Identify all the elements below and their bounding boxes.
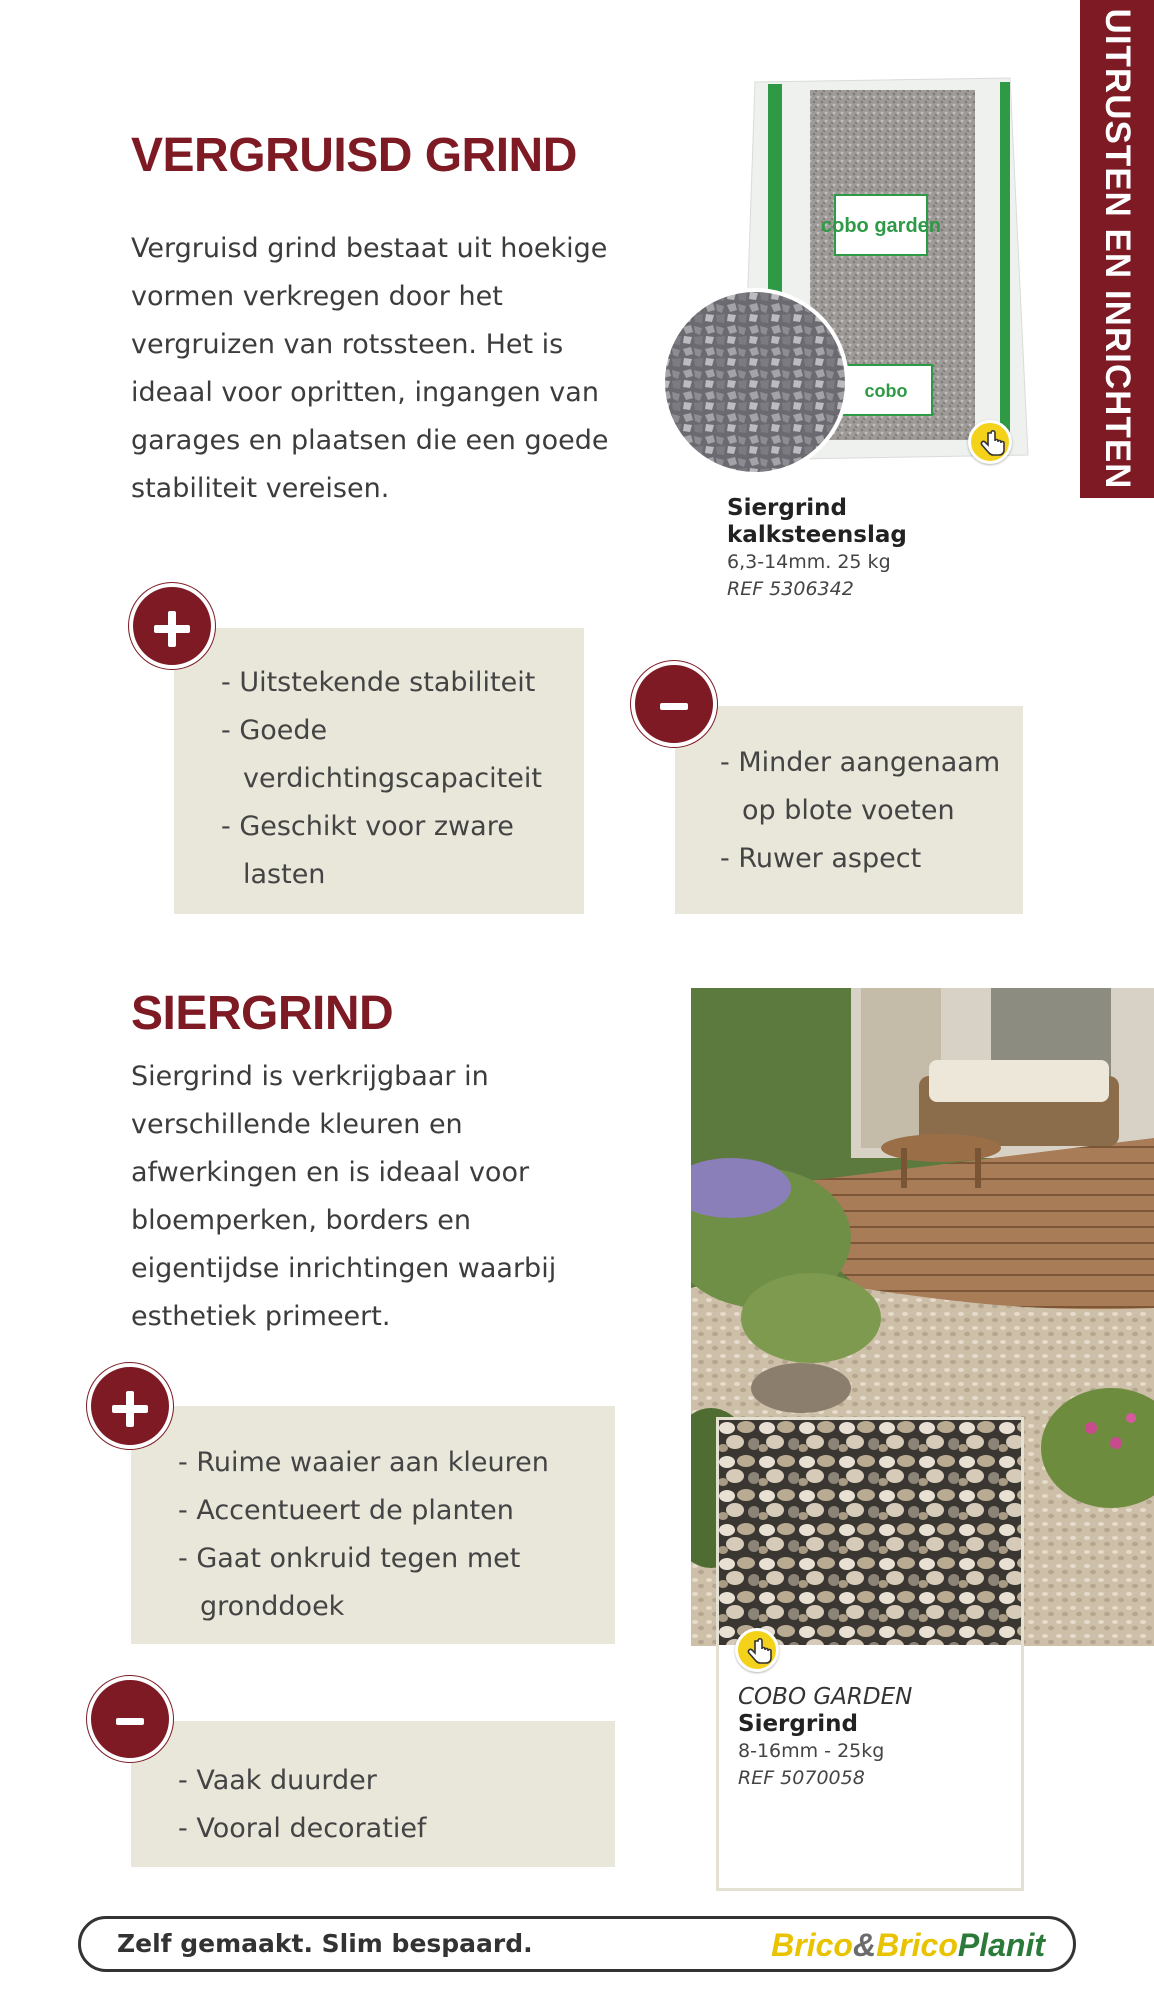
section2-pros-box	[131, 1406, 615, 1644]
product2-caption	[738, 1684, 1018, 1792]
product2-brand: COBO GARDEN	[738, 1684, 913, 1710]
product1-caption	[727, 495, 1027, 603]
product2-name: Siergrind	[738, 1711, 858, 1737]
side-tab	[1080, 0, 1154, 498]
section1-cons-box	[675, 706, 1023, 914]
product1-spec: 6,3-14mm. 25 kg	[727, 551, 891, 573]
gravel-bag-illustration	[660, 60, 1040, 480]
plus-icon	[87, 1363, 173, 1449]
list-item: - Gaat onkruid tegen met gronddoek	[178, 1543, 521, 1622]
footer-slogan: Zelf gemaakt. Slim bespaard.	[117, 1929, 533, 1958]
plus-icon	[129, 583, 215, 669]
product2-card[interactable]	[716, 1417, 1024, 1891]
svg-text:cobo: cobo	[864, 381, 908, 401]
product1-image[interactable]	[660, 60, 1040, 480]
product1-ref: REF 5306342	[727, 578, 854, 600]
minus-icon	[87, 1676, 173, 1762]
list-item: - Geschikt voor zware lasten	[221, 811, 514, 890]
product2-ref: REF 5070058	[738, 1767, 865, 1789]
bag-brand-text: cobo garden	[820, 215, 942, 237]
list-item: - Uitstekende stabiliteit	[221, 667, 536, 698]
section2-description: Siergrind is verkrijgbaar in verschillende kleuren en afwerkingen en is ideaal voor bloemperken, borders en eigentijdse inrichtingen waarbij esthetiek primeert.	[131, 1061, 557, 1332]
list-item: - Goede verdichtingscapaciteit	[221, 715, 542, 794]
section2-title: SIERGRIND	[131, 987, 394, 1040]
section1-pros-box	[174, 628, 584, 914]
pebbles-image	[719, 1420, 1021, 1645]
brand-logo[interactable]: Brico&BricoPlanit	[771, 1927, 1045, 1963]
list-item: - Minder aangenaam op blote voeten	[720, 747, 1001, 826]
product2-spec: 8-16mm - 25kg	[738, 1740, 885, 1762]
product1-name-line1: Siergrind	[727, 495, 847, 521]
hand-pointer-icon[interactable]	[968, 420, 1012, 464]
hand-pointer-icon[interactable]	[735, 1628, 779, 1672]
footer	[78, 1916, 1076, 1972]
list-item: - Vaak duurder	[178, 1765, 377, 1796]
section1-title: VERGRUISD GRIND	[131, 129, 577, 182]
side-tab-label: UITRUSTEN EN INRICHTEN	[1098, 8, 1137, 490]
list-item: - Ruime waaier aan kleuren	[178, 1447, 549, 1478]
list-item: - Accentueert de planten	[178, 1495, 514, 1526]
list-item: - Ruwer aspect	[720, 843, 922, 874]
list-item: - Vooral decoratief	[178, 1813, 427, 1844]
section1-description: Vergruisd grind bestaat uit hoekige vormen verkregen door het vergruizen van rotssteen. Het is ideaal voor opritten, ingangen van garages en plaatsen die een goede stabiliteit vereisen.	[131, 233, 609, 504]
section2-cons-box	[131, 1721, 615, 1867]
minus-icon	[631, 661, 717, 747]
product1-name-line2: kalksteenslag	[727, 522, 907, 548]
